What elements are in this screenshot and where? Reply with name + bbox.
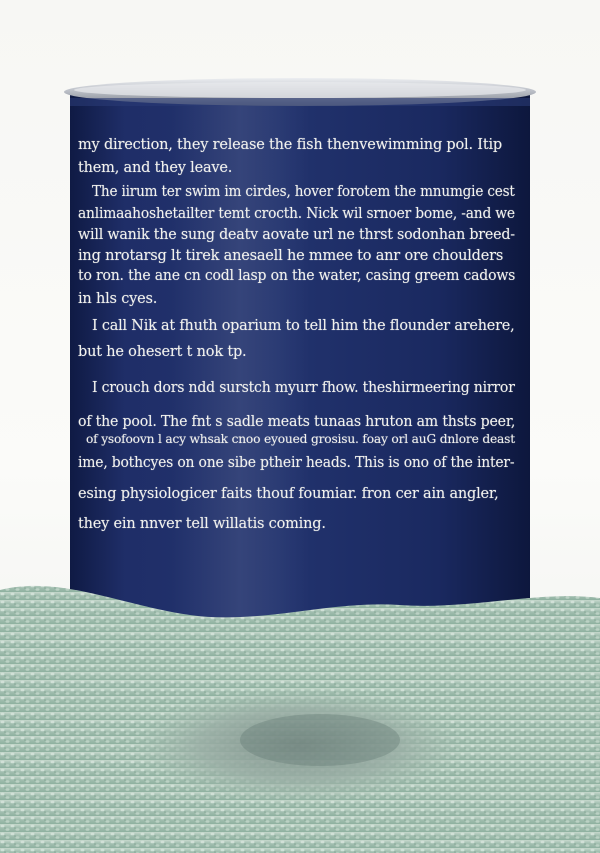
text-line: they ein nnver tell willatis coming. (78, 516, 326, 532)
text-line: I call Nik at fhuth oparium to tell him the flounder arehere, (92, 318, 515, 334)
text-line: in hls cyes. (78, 291, 158, 307)
text-line: anlimaahoshetailter temt crocth. Nick wil srnoer bome, -and we (78, 206, 515, 222)
text-line: ime, bothcyes on one sibe ptheir heads. This is ono of the inter- (78, 455, 515, 471)
can-sheen (170, 100, 310, 620)
text-line: but he ohesert t nok tp. (78, 344, 247, 360)
text-line: The iirum ter swim im cirdes, hover forotem the mnumgie cest (92, 184, 515, 200)
text-line: ing nrotarsg lt tirek anesaell he mmee to anr ore choulders (78, 248, 504, 264)
text-line: to ron. the ane cn codl lasp on the water, casing greem cadows (78, 268, 516, 284)
text-line: esing physiologicer faits thouf foumiar. fron cer ain angler, (78, 486, 499, 502)
text-line: of the pool. The fnt s sadle meats tunaas hruton am thsts peer, (78, 414, 516, 430)
text-line: my direction, they release the fish thenvewimming pol. Itip (78, 137, 502, 153)
text-line: will wanik the sung deatv aovate url ne thrst sodonhan breed- (78, 227, 515, 243)
text-line: of ysofoovn l acy whsak cnoo eyoued grosisu. foay orl auG dnlore deast (86, 431, 515, 446)
text-line: them, and they leave. (78, 160, 233, 176)
text-line: I crouch dors ndd surstch myurr fhow. theshirmeering nirror (92, 380, 515, 396)
